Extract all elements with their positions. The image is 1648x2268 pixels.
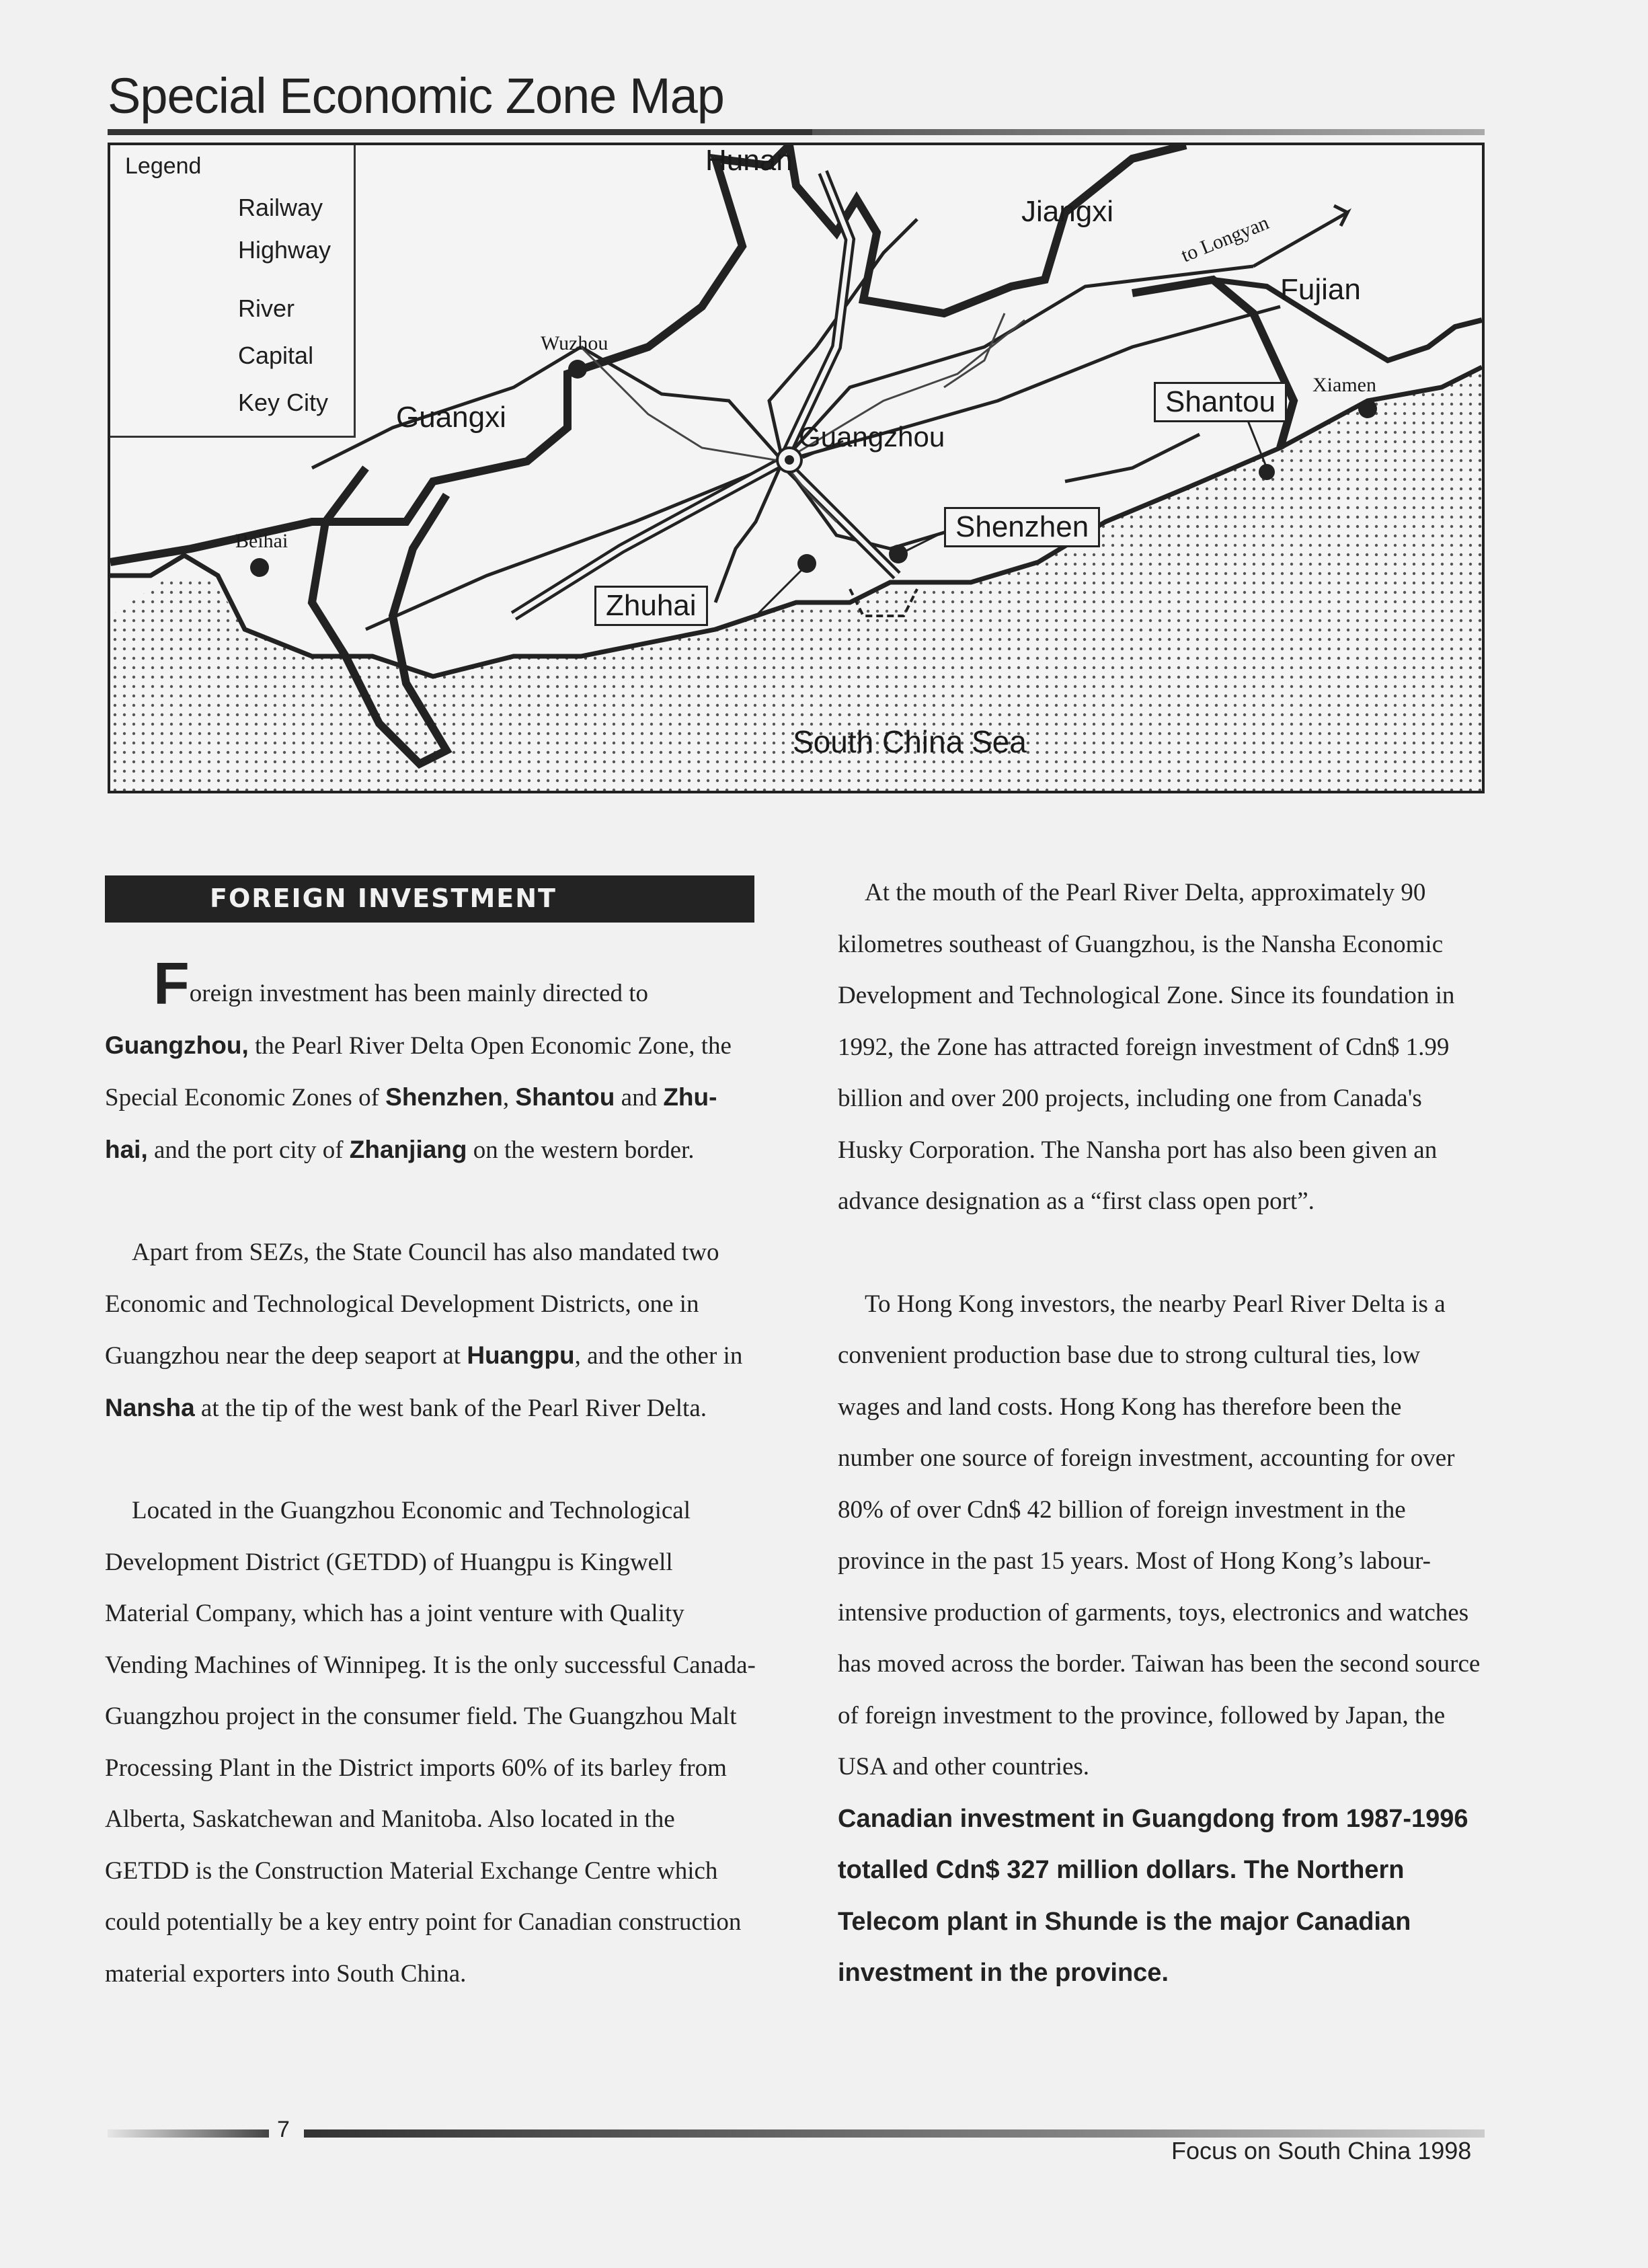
paragraph-getdd: Located in the Guangzhou Economic and Technological Development District (GETDD) of Huangpu is Kingwell Material Company, which has a joint venture with Quality Vending Machines of Winnipeg. It is the only successful Canada-Guangzhou project in the consumer field. The Guangzhou Malt Processing Plant in the District imports 60% of its barley from Alberta, Saskatchewan and Manitoba. Also located in the GETDD is the Construction Material Exchange Centre which could potentially be a key entry point for Canadian construction material exporters into South China. <box>105 1497 756 1988</box>
paragraph-canadian-investment: Canadian investment in Guangdong from 1987-1996 totalled Cdn$ 327 million dollars. The Northern Telecom plant in Shunde is the major Canadian investment in the province. <box>838 1804 1468 1987</box>
text-run: , <box>502 1084 516 1111</box>
label-hunan: Hunan <box>705 144 793 177</box>
text-run: at the tip of the west bank of the Pearl River Delta. <box>194 1394 707 1422</box>
legend-keycity-label: Key City <box>238 389 329 416</box>
paragraph-development-districts <box>105 1227 757 1434</box>
text-run: , and the other in <box>574 1342 743 1370</box>
label-wuzhou: Wuzhou <box>541 332 609 354</box>
capital-marker-guangzhou <box>777 448 801 472</box>
map-legend <box>110 145 356 438</box>
label-shenzhen: Shenzhen <box>944 507 1100 547</box>
left-column <box>105 950 757 2000</box>
section-heading-text: FOREIGN INVESTMENT <box>210 884 557 913</box>
legend-title: Legend <box>125 153 202 179</box>
page-title: Special Economic Zone Map <box>108 68 724 124</box>
text-run: and the port city of <box>147 1136 350 1164</box>
bold-zhanjiang: Zhanjiang <box>349 1135 467 1163</box>
bold-huangpu: Huangpu <box>467 1341 575 1369</box>
label-zhuhai: Zhuhai <box>594 586 708 626</box>
text-run: Apart from SEZs, the State Council has also mandated two Economic and Technological Development Districts, one in Guangzhou near the deep seaport at <box>105 1239 719 1370</box>
label-to-longyan: to Longyan <box>1178 211 1272 267</box>
label-fujian: Fujian <box>1280 273 1361 306</box>
label-jiangxi: Jiangxi <box>1021 195 1113 228</box>
label-shantou: Shantou <box>1154 382 1287 422</box>
bold-zhuhai: Zhu-hai, <box>105 1083 717 1163</box>
publication-name: Focus on South China 1998 <box>1171 2137 1472 2164</box>
title-rule <box>108 129 812 135</box>
border-jiangxi-fujian <box>1132 280 1294 448</box>
paragraph-hong-kong: To Hong Kong investors, the nearby Pearl River Delta is a convenient production base due to strong cultural ties, low wages and land costs. Hong Kong has therefore been the number one source of foreign investment, accounting for over 80% of over Cdn$ 42 billion of foreign investment in the province in the past 15 years. Most of Hong Kong’s labour-intensive production of garments, toys, electronics and watches has moved across the border. Taiwan has been the second source of foreign investment to the province, followed by Japan, the USA and other countries. <box>838 1290 1481 1781</box>
label-xiamen: Xiamen <box>1312 374 1376 396</box>
section-heading <box>105 875 754 923</box>
footer-rule-left <box>108 2129 269 2138</box>
city-dot-beihai <box>250 558 269 577</box>
paragraph-nansha-zone: At the mouth of the Pearl River Delta, approximately 90 kilometres southeast of Guangzhou, is the Nansha Economic Development and Technological Zone. Since its foundation in 1992, the Zone has attracted foreign investment of Cdn$ 1.99 billion and over 200 projects, including one from Canada's Husky Corporation. The Nansha port has also been given an advance designation as a “first class open port”. <box>838 879 1455 1215</box>
text-run: and <box>615 1084 664 1111</box>
right-column <box>838 867 1483 1999</box>
label-south-china-sea: South China Sea <box>793 724 1027 759</box>
label-guangxi: Guangxi <box>396 401 506 434</box>
text-run: on the western border. <box>467 1136 695 1164</box>
city-dot-wuzhou <box>568 360 587 379</box>
text-run: oreign investment has been mainly directed to <box>189 980 649 1007</box>
city-dot-xiamen <box>1358 399 1377 418</box>
label-beihai: Beihai <box>235 530 288 552</box>
bold-shenzhen: Shenzhen <box>385 1083 503 1111</box>
bold-shantou: Shantou <box>515 1083 615 1111</box>
drop-cap: F <box>153 950 190 1017</box>
legend-highway-label: Highway <box>238 236 331 264</box>
legend-railway-label: Railway <box>238 194 323 221</box>
page-number: 7 <box>277 2117 290 2142</box>
bold-guangzhou: Guangzhou, <box>105 1031 249 1059</box>
legend-river-label: River <box>238 295 295 322</box>
title-rule-fade <box>812 129 1485 135</box>
sez-map <box>108 143 1485 793</box>
paragraph-foreign-investment <box>105 950 757 1176</box>
bold-nansha: Nansha <box>105 1393 195 1421</box>
label-guangzhou: Guangzhou <box>799 421 945 453</box>
text-run: the Pearl River Delta Open Economic Zone, the Special Economic Zones of <box>105 1031 732 1111</box>
city-dot-shenzhen <box>889 545 908 563</box>
legend-capital-label: Capital <box>238 342 314 369</box>
